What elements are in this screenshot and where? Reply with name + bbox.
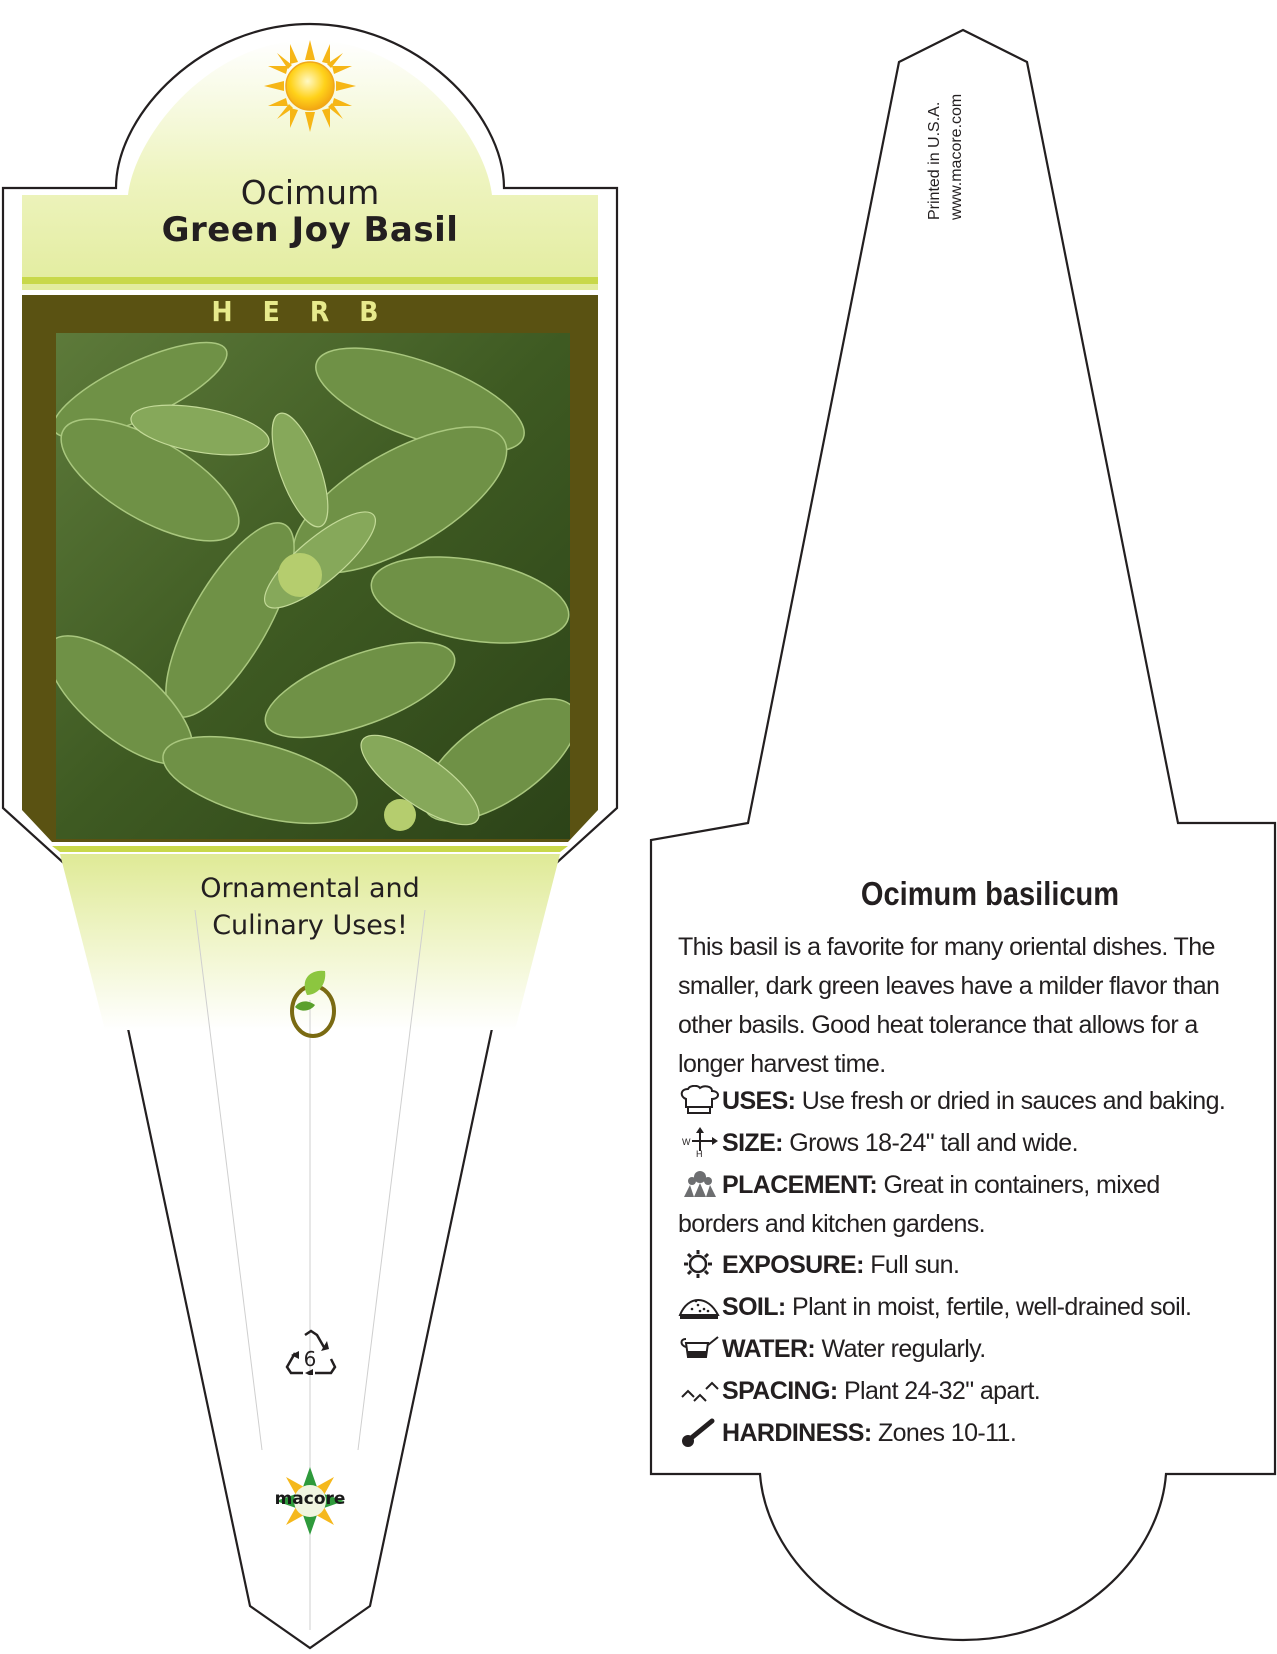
care-text: Zones 10-11. [877, 1419, 1017, 1447]
care-row-water [678, 1330, 1238, 1369]
care-label: EXPOSURE: [722, 1251, 864, 1279]
care-text: Grows 18-24" tall and wide. [789, 1129, 1078, 1157]
soil-mound-icon [678, 1291, 722, 1321]
chef-hat-icon [678, 1085, 722, 1115]
plant-common-name: Green Joy Basil [161, 210, 459, 250]
recycle-number: 6 [303, 1347, 317, 1371]
care-label: HARDINESS: [722, 1419, 872, 1447]
basil-photo [28, 324, 597, 844]
printed-line-2: www.macore.com [948, 93, 965, 220]
tagline-line-2: Culinary Uses! [212, 910, 408, 941]
tagline [150, 870, 470, 944]
care-text: Plant 24-32" apart. [843, 1377, 1041, 1405]
care-text: Full sun. [870, 1251, 960, 1279]
sun-icon [262, 38, 358, 134]
care-row-hardiness [678, 1414, 1238, 1453]
care-text: Plant in moist, fertile, well-drained soil. [792, 1293, 1192, 1321]
printed-info [924, 50, 968, 220]
care-label: PLACEMENT: [722, 1171, 878, 1199]
care-row-soil [678, 1288, 1238, 1327]
care-label: USES: [722, 1087, 796, 1115]
care-row-spacing [678, 1372, 1238, 1411]
sun-exposure-icon [678, 1249, 722, 1279]
scientific-name: Ocimum basilicum [860, 875, 1120, 912]
thermometer-icon [678, 1417, 722, 1447]
leaf-seed-icon [285, 965, 341, 1039]
svg-text:H: H [696, 1149, 702, 1157]
care-row-uses [678, 1082, 1238, 1121]
care-row-size [678, 1124, 1238, 1163]
care-text: Use fresh or dried in sauces and baking. [801, 1087, 1226, 1115]
seedling-spacing-icon [678, 1375, 722, 1405]
care-label: SPACING: [722, 1377, 838, 1405]
care-text: Water regularly. [821, 1335, 986, 1363]
plant-genus: Ocimum [240, 173, 380, 212]
brand-name: macore [274, 1489, 346, 1509]
care-row-placement [678, 1166, 1238, 1244]
care-label: WATER: [722, 1335, 816, 1363]
tagline-line-1: Ornamental and [200, 873, 420, 904]
size-arrows-icon [678, 1127, 722, 1157]
care-row-exposure [678, 1246, 1238, 1285]
svg-text:W: W [682, 1137, 690, 1147]
flower-placement-icon [678, 1169, 722, 1199]
care-text: Great in containers, mixed borders and kitchen gardens. [678, 1171, 1160, 1238]
care-label: SOIL: [722, 1293, 786, 1321]
description: This basil is a favorite for many oriental dishes. The smaller, dark green leaves have a milder flavor than other basils. Good heat tolerance that allows for a longer harvest time. [678, 933, 1220, 1078]
printed-line-1: Printed in U.S.A. [926, 101, 943, 220]
watering-can-icon [678, 1333, 722, 1363]
category-label: HERB [211, 295, 409, 328]
care-label: SIZE: [722, 1129, 783, 1157]
